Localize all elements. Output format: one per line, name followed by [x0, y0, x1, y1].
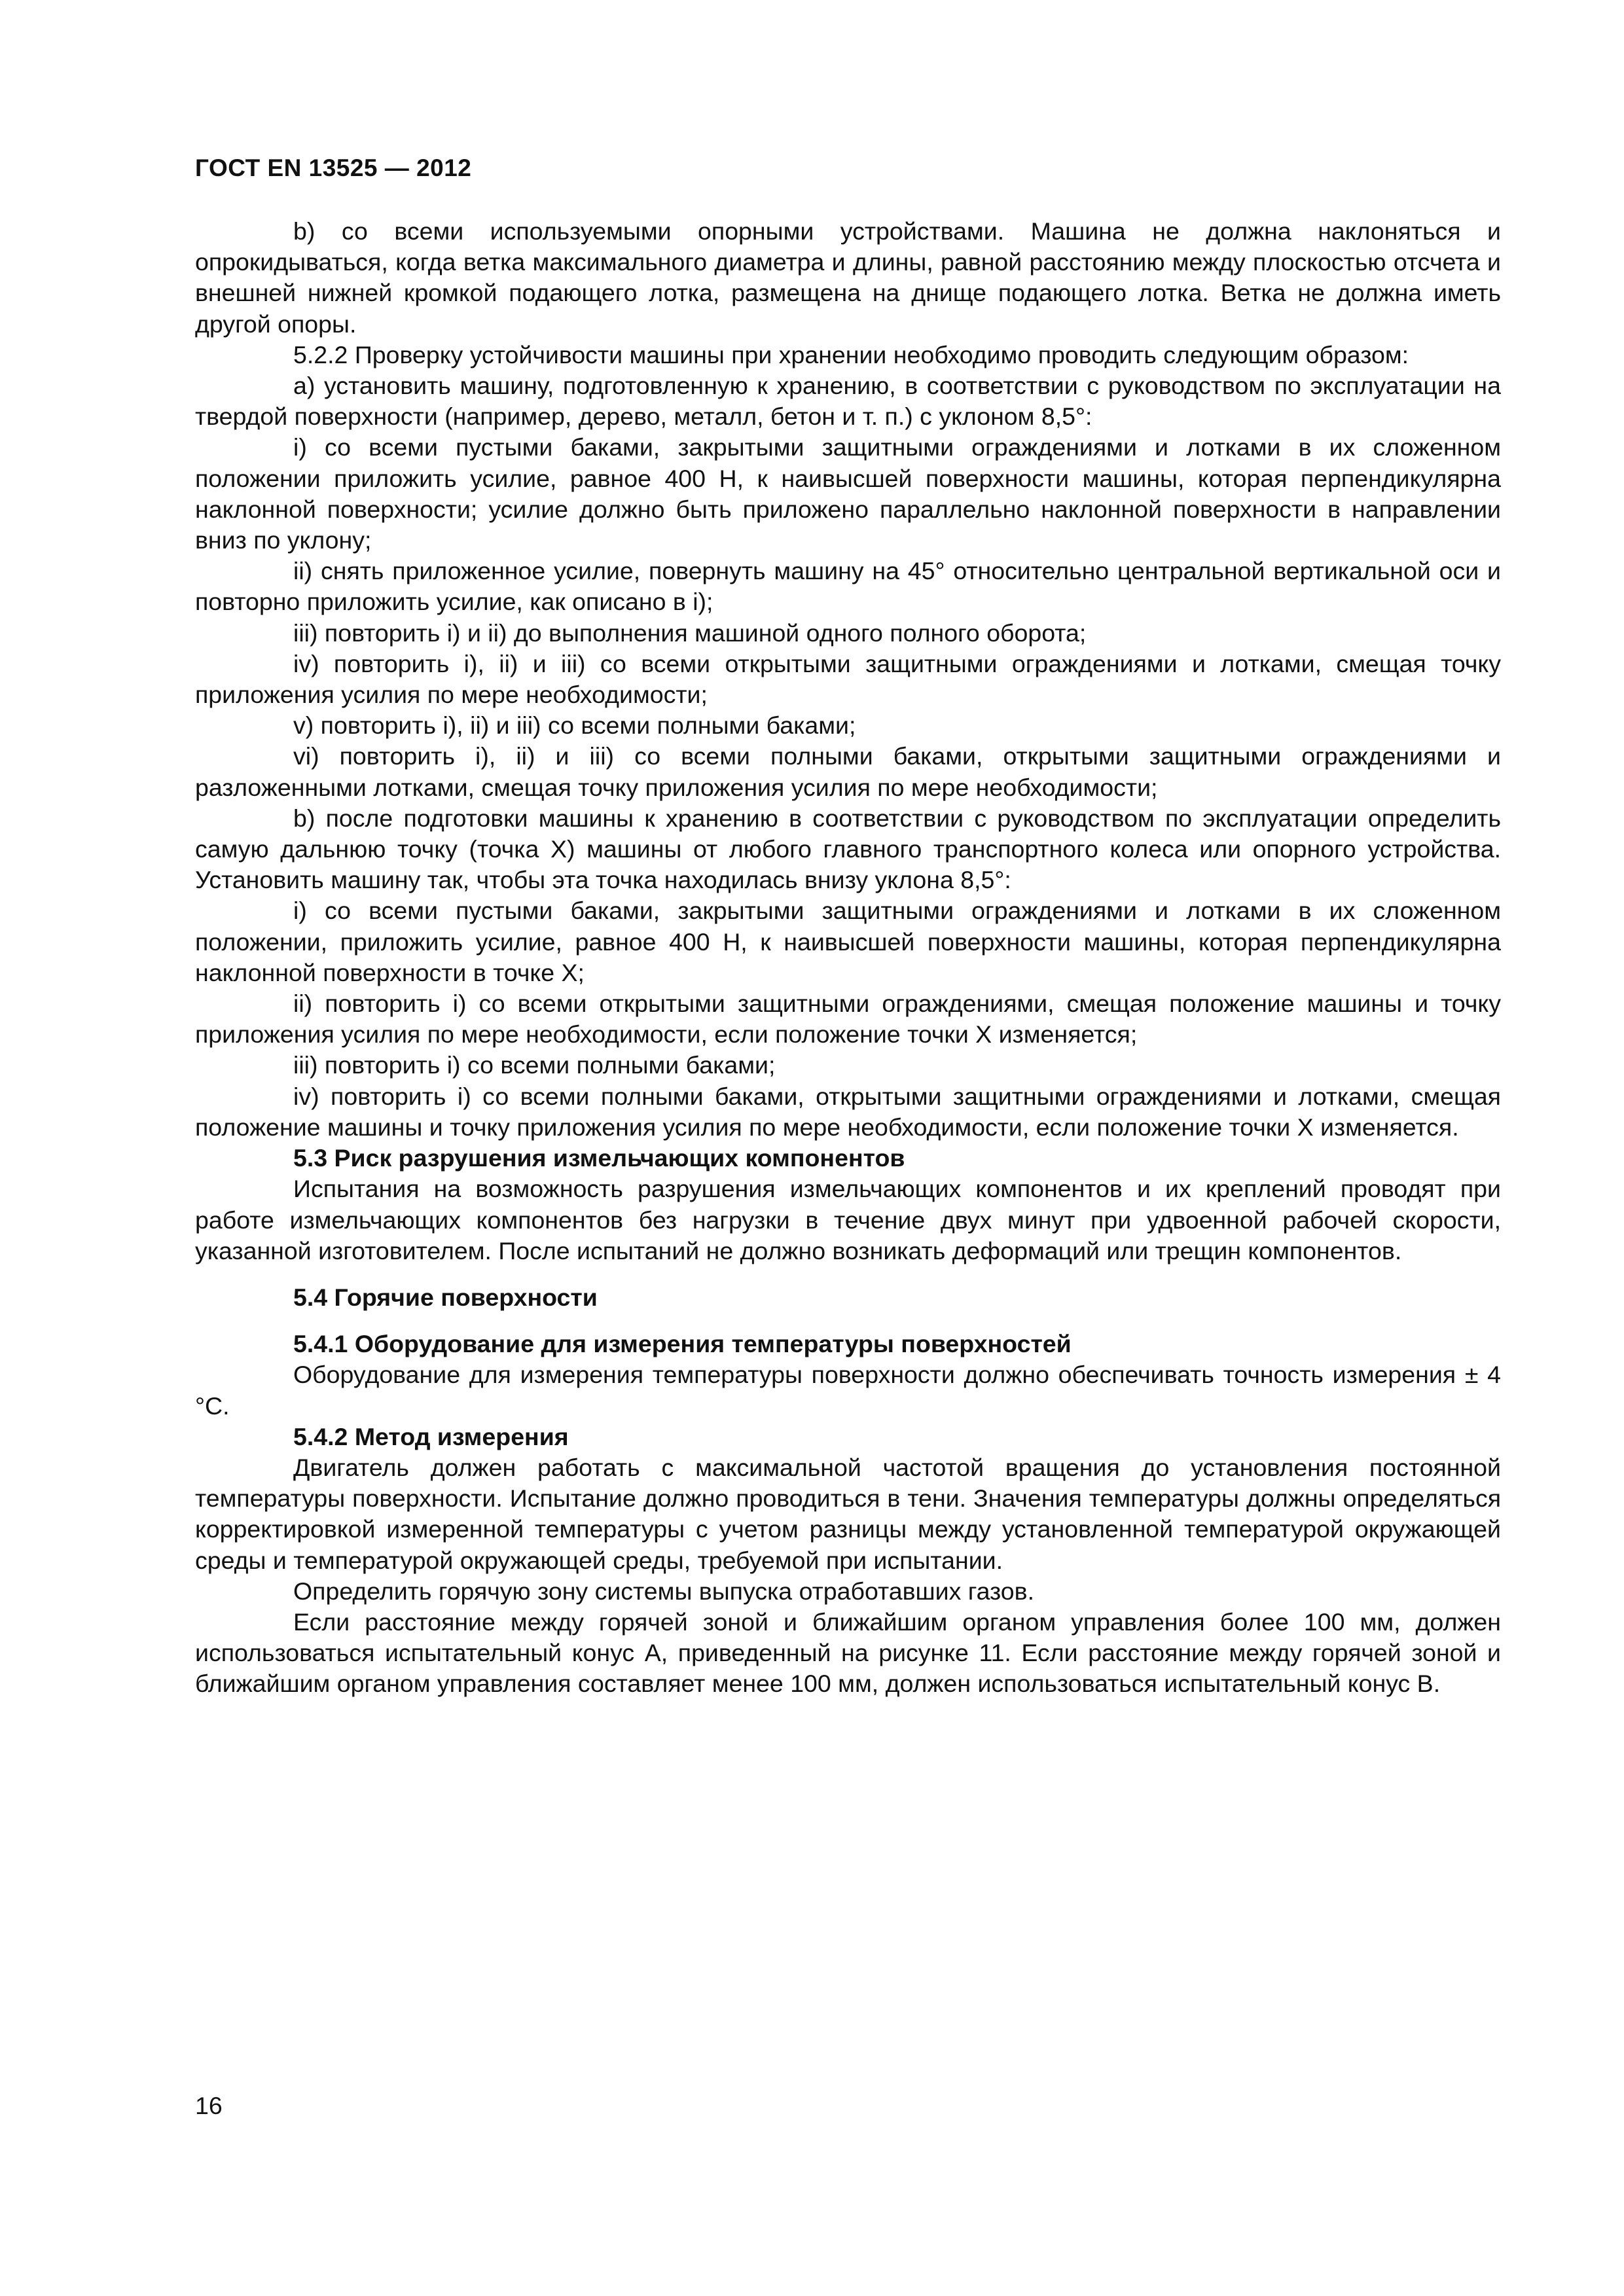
paragraph: a) установить машину, подготовленную к хранению, в соответствии с руководством по эксплуатации на твердой поверхности (например, дерево, металл, бетон и т. п.) с уклоном 8,5°:: [195, 372, 1501, 431]
paragraph: i) со всеми пустыми баками, закрытыми защитными ограждениями и лотками в их сложенном положении, приложить усилие, равное 400 Н, к наивысшей поверхности машины, которая перпендикулярна наклонной поверхности в точке X;: [195, 897, 1501, 986]
paragraph: i) со всеми пустыми баками, закрытыми защитными ограждениями и лотками в их сложенном положении приложить усилие, равное 400 Н, к наивысшей поверхности машины, которая перпендикулярна наклонной поверхности; усилие должно быть приложено параллельно наклонной поверхности в направлении вниз по уклону;: [195, 433, 1501, 554]
paragraph: iii) повторить i) и ii) до выполнения машиной одного полного оборота;: [293, 619, 1087, 647]
paragraph: vi) повторить i), ii) и iii) со всеми полными баками, открытыми защитными ограждениями и разложенными лотками, смещая точку приложения усилия по мере необходимости;: [195, 742, 1501, 801]
paragraph: iii) повторить i) со всеми полными баками;: [293, 1051, 776, 1079]
paragraph: ii) снять приложенное усилие, повернуть машину на 45° относительно центральной вертикальной оси и повторно приложить усилие, как описано в i);: [195, 557, 1501, 616]
section-heading-5-4-2: 5.4.2 Метод измерения: [293, 1422, 569, 1450]
paragraph: iv) повторить i) со всеми полными баками, открытыми защитными ограждениями и лотками, смещая положение машины и точку приложения усилия по мере необходимости, если положение точки X изменяется.: [195, 1082, 1501, 1141]
paragraph: Испытания на возможность разрушения измельчающих компонентов и их креплений проводят при работе измельчающих компонентов без нагрузки в течение двух минут при удвоенной рабочей скорости, указанной изготовителем. После испытаний не должно возникать деформаций или трещин компонентов.: [195, 1175, 1501, 1265]
section-heading-5-3: 5.3 Риск разрушения измельчающих компонентов: [293, 1144, 905, 1172]
paragraph: v) повторить i), ii) и iii) со всеми полными баками;: [293, 711, 856, 740]
document-header: ГОСТ EN 13525 — 2012: [195, 154, 472, 181]
paragraph: b) со всеми используемыми опорными устройствами. Машина не должна наклоняться и опрокидываться, когда ветка максимального диаметра и длины, равной расстоянию между плоскостью отсчета и внешней нижней кромкой подающего лотка, размещена на днище подающего лотка. Ветка не должна иметь другой опоры.: [195, 217, 1501, 338]
paragraph: ii) повторить i) со всеми открытыми защитными ограждениями, смещая положение машины и точку приложения усилия по мере необходимости, если положение точки X изменяется;: [195, 990, 1501, 1049]
section-heading-5-4: 5.4 Горячие поверхности: [293, 1283, 598, 1311]
paragraph: Двигатель должен работать с максимальной частотой вращения до установления постоянной температуры поверхности. Испытание должно проводиться в тени. Значения температуры должны определяться корректировкой измеренной температуры с учетом разницы между установленной температурой окружающей среды и температурой окружающей среды, требуемой при испытании.: [195, 1453, 1501, 1574]
paragraph: iv) повторить i), ii) и iii) со всеми открытыми защитными ограждениями и лотками, смещая точку приложения усилия по мере необходимости;: [195, 649, 1501, 709]
paragraph: Если расстояние между горячей зоной и ближайшим органом управления более 100 мм, должен использоваться испытательный конус А, приведенный на рисунке 11. Если расстояние между горячей зоной и ближайшим органом управления составляет менее 100 мм, должен использоваться испытательный конус В.: [195, 1607, 1501, 1698]
section-heading-5-4-1: 5.4.1 Оборудование для измерения температуры поверхностей: [293, 1330, 1072, 1358]
paragraph: 5.2.2 Проверку устойчивости машины при хранении необходимо проводить следующим образом:: [293, 340, 1409, 368]
document-body: [195, 216, 1501, 1700]
page-number: 16: [195, 2092, 223, 2119]
paragraph: Оборудование для измерения температуры поверхности должно обеспечивать точность измерения ± 4 °С.: [195, 1361, 1501, 1420]
paragraph: Определить горячую зону системы выпуска отработавших газов.: [293, 1577, 1034, 1605]
paragraph: b) после подготовки машины к хранению в соответствии с руководством по эксплуатации определить самую дальнюю точку (точка X) машины от любого главного транспортного колеса или опорного устройства. Установить машину так, чтобы эта точка находилась внизу уклона 8,5°:: [195, 804, 1501, 894]
